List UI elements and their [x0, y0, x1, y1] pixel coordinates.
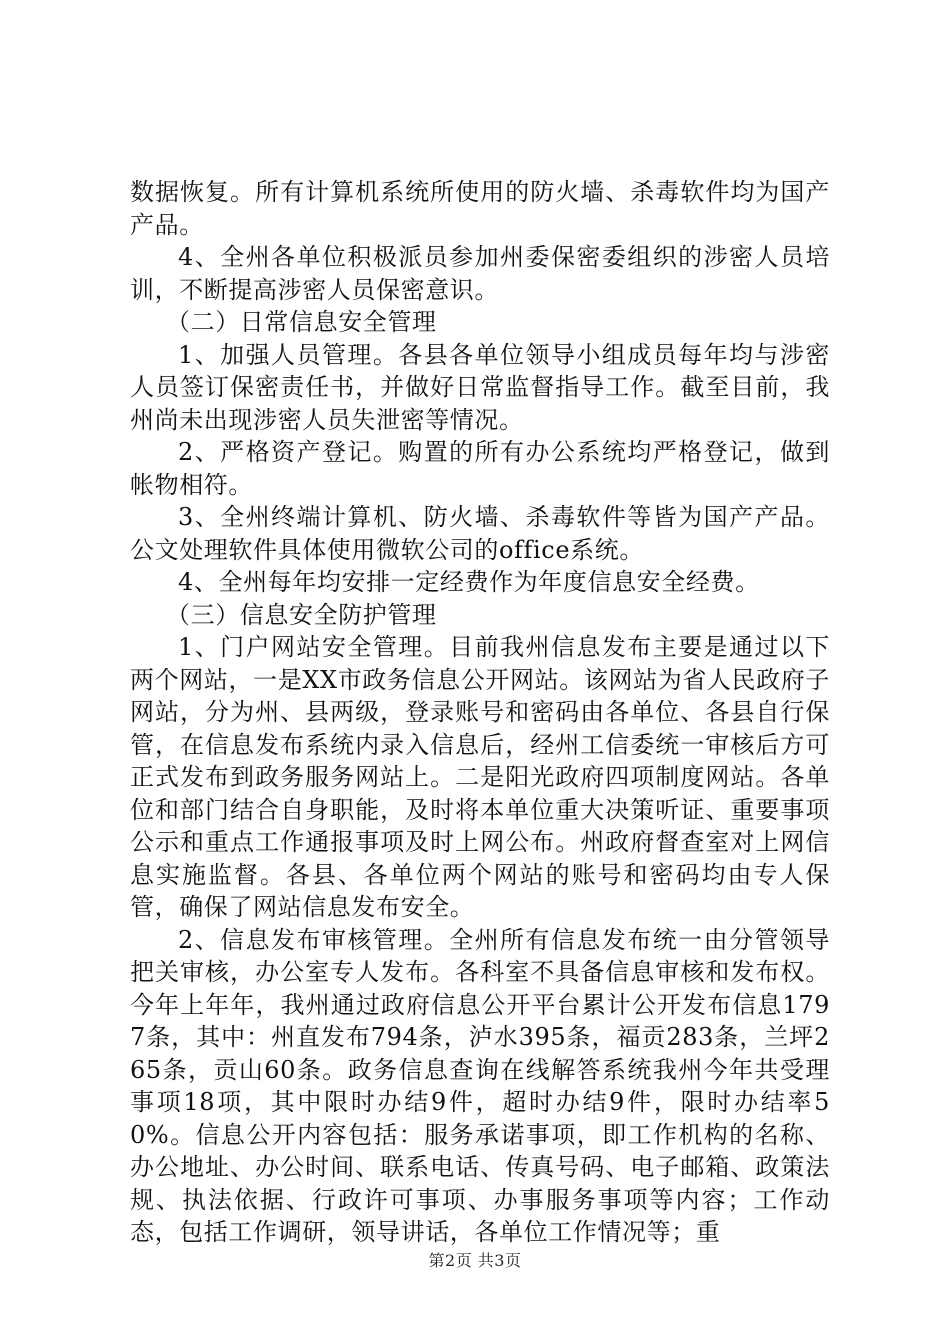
paragraph-asset-registration: 2、严格资产登记。购置的所有办公系统均严格登记，做到帐物相符。: [130, 438, 830, 499]
document-body: [130, 176, 830, 1249]
paragraph-annual-funding: 4、全州每年均安排一定经费作为年度信息安全经费。: [178, 568, 760, 596]
paragraph-personnel-management: 1、加强人员管理。各县各单位领导小组成员每年均与涉密人员签订保密责任书，并做好日常监督指导工作。截至目前，我州尚未出现涉密人员失泄密等情况。: [130, 340, 830, 434]
paragraph-domestic-products: 3、全州终端计算机、防火墙、杀毒软件等皆为国产产品。公文处理软件具体使用微软公司的office系统。: [130, 503, 830, 564]
paragraph-continuation: 数据恢复。所有计算机系统所使用的防火墙、杀毒软件均为国产产品。: [130, 178, 830, 239]
paragraph-portal-security: 1、门户网站安全管理。目前我州信息发布主要是通过以下两个网站，一是XX市政务信息公开网站。该网站为省人民政府子网站，分为州、县两级，登录账号和密码由各单位、各县自行保管，在信息发布系统内录入信息后，经州工信委统一审核后方可正式发布到政务服务网站上。二是阳光政府四项制度网站。各单位和部门结合自身职能，及时将本单位重大决策听证、重要事项公示和重点工作通报事项及时上网公布。州政府督查室对上网信息实施监督。各县、各单位两个网站的账号和密码均由专人保管，确保了网站信息发布安全。: [130, 633, 830, 921]
section-heading-protection-management: （三）信息安全防护管理: [166, 600, 437, 629]
section-heading-daily-management: （二）日常信息安全管理: [166, 308, 437, 336]
paragraph-release-review: 2、信息发布审核管理。全州所有信息发布统一由分管领导把关审核，办公室专人发布。各科室不具备信息审核和发布权。今年上年年，我州通过政府信息公开平台累计公开发布信息1797条，其中：州直发布794条，泸水395条，福贡283条，兰坪265条，贡山60条。政务信息查询在线解答系统我州今年共受理事项18项，其中限时办结9件，超时办结9件，限时办结率50%。信息公开内容包括：服务承诺事项，即工作机构的名称、办公地址、办公时间、联系电话、传真号码、电子邮箱、政策法规、执法依据、行政许可事项、办事服务事项等内容；工作动态，包括工作调研，领导讲话，各单位工作情况等；重: [130, 925, 830, 1246]
paragraph-training: 4、全州各单位积极派员参加州委保密委组织的涉密人员培训，不断提高涉密人员保密意识。: [130, 243, 830, 304]
page-footer: 第2页 共3页: [428, 1251, 522, 1270]
